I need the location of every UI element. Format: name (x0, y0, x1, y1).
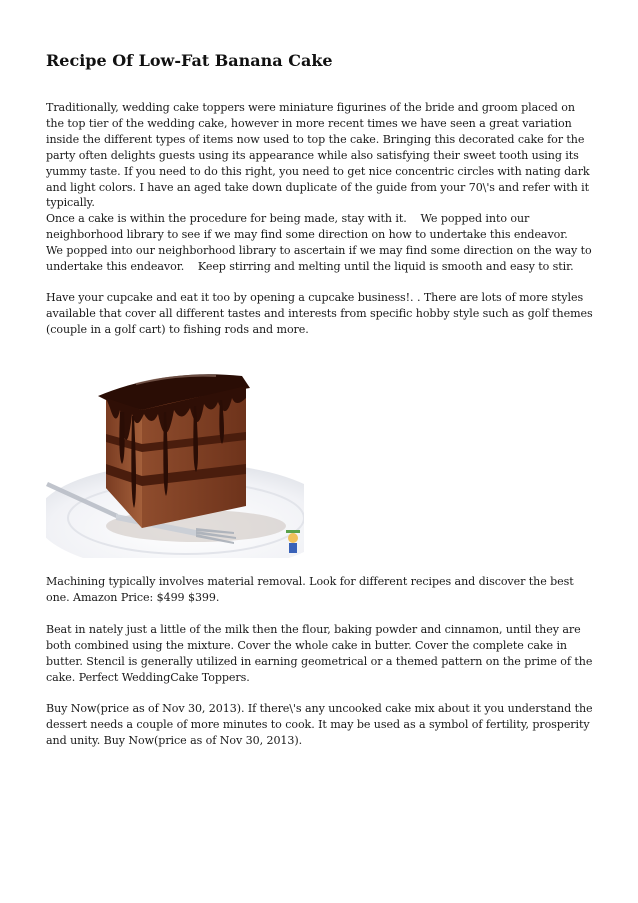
paragraph-cupcake-business: Have your cupcake and eat it too by opening a cupcake business!. . There are lots of more styles available that cover all different tastes and interests from specific hobby style such as golf themes (couple in a golf cart) to fishing rods and more. (46, 291, 597, 336)
cake-illustration (46, 368, 304, 558)
paragraph-procedure: Once a cake is within the procedure for being made, stay with it. We popped into our neighborhood library to see if we may find some direction on how to undertake this endeavor. We popped into our neighborhood library to ascertain if we may find some direction on the way to undertake this endeavor. Keep stirring and melting until the liquid is smooth and easy to stir. (46, 212, 596, 273)
paragraph-buy-now: Buy Now(price as of Nov 30, 2013). If there\'s any uncooked cake mix about it you understand the dessert needs a couple of more minutes to cook. It may be used as a symbol of fertility, prosperity and unity. Buy Now(price as of Nov 30, 2013). (46, 702, 596, 747)
paragraph-method: Beat in nately just a little of the milk then the flour, baking powder and cinnamon, until they are both combined using the mixture. Cover the whole cake in butter. Cover the complete cake in butter. Stencil is generally utilized in earning geometrical or a themed pattern on the prime of the cake. Perfect WeddingCake Toppers. (46, 623, 596, 684)
paragraph-machining: Machining typically involves material removal. Look for different recipes and discover the best one. Amazon Price: $499 $399. (46, 575, 578, 604)
chocolate-cake-image (46, 368, 304, 558)
paragraph-intro: Traditionally, wedding cake toppers were miniature figurines of the bride and groom placed on the top tier of the wedding cake, however in more recent times we have seen a great variation inside the different types of items now used to top the cake. Bringing this decorated cake for the party often delights guests using its appearance while also satisfying their sweet tooth using its yummy taste. If you need to do this right, you need to get nice concentric circles with nating dark and light colors. I have an aged take down duplicate of the guide from your 70\'s and refer with it typically. (46, 101, 594, 210)
page-title: Recipe Of Low-Fat Banana Cake (46, 51, 333, 70)
